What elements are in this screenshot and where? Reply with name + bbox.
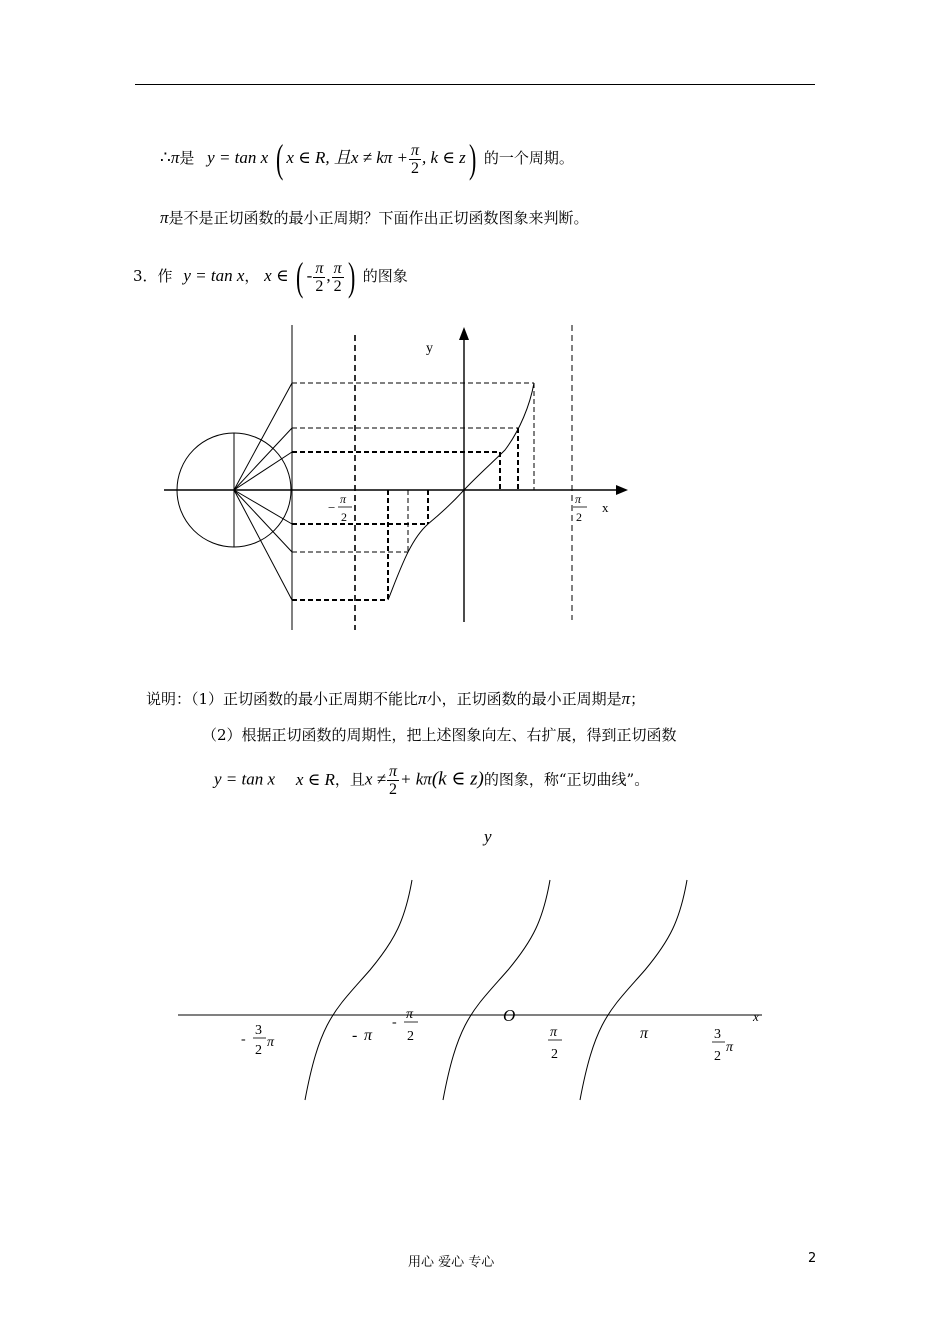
separator: ,	[326, 266, 331, 285]
domain-in: x ∈	[264, 266, 289, 285]
svg-text:π: π	[550, 1025, 558, 1040]
cond-x-neq: x ≠	[364, 769, 386, 789]
tan-curve-branch-3	[580, 880, 687, 1100]
cond-k-in-z: (k ∈ z)	[431, 768, 484, 790]
cond-k-pi: + kπ	[400, 769, 432, 789]
note-line-2	[202, 725, 677, 745]
text-and: ，且	[334, 770, 365, 789]
figure-tangent-curves	[170, 820, 770, 1110]
svg-text:2: 2	[255, 1043, 262, 1058]
tick-neg-pi	[352, 1027, 373, 1044]
fraction-pi-over-2	[332, 260, 344, 295]
svg-text:2: 2	[407, 1029, 414, 1044]
text-is: 是	[179, 149, 195, 167]
line-period-statement	[160, 136, 574, 181]
pi-symbol: π	[621, 689, 631, 708]
tick-pi-over-2	[548, 1025, 562, 1062]
figure-unit-circle-tan	[160, 320, 640, 640]
tick-neg-3-2-pi	[241, 1023, 275, 1058]
svg-text:-: -	[241, 1032, 246, 1047]
x-axis-label: x	[602, 500, 609, 515]
svg-text:π: π	[364, 1027, 373, 1044]
svg-text:3: 3	[255, 1023, 262, 1038]
pi-symbol: π	[170, 148, 180, 167]
tan-function: y = tan x	[183, 266, 245, 285]
paren-open: (	[275, 136, 284, 181]
svg-text:π: π	[406, 1007, 414, 1022]
header-rule	[135, 84, 815, 85]
note3-suffix: 的图象，称“正切曲线”。	[483, 770, 650, 789]
tan-curve-branch-2	[443, 880, 550, 1100]
svg-text:2: 2	[714, 1049, 721, 1064]
projection-lines-top	[292, 383, 534, 490]
domain: x ∈ R	[295, 769, 335, 789]
x-axis-arrow	[616, 485, 628, 495]
frac-den: 2	[315, 277, 324, 295]
svg-text:2: 2	[551, 1047, 558, 1062]
svg-text:2: 2	[341, 510, 347, 524]
question-text: 是不是正切函数的最小正周期？下面作出正切函数图象来判断。	[168, 209, 589, 227]
domain-condition-k: , k ∈ z	[422, 148, 466, 167]
svg-text:π: π	[267, 1035, 275, 1050]
text-period-suffix: 的一个周期。	[483, 149, 574, 167]
note-line-3	[214, 763, 649, 798]
origin-label: O	[503, 1006, 516, 1025]
fraction-pi-over-2	[387, 763, 399, 798]
note1-prefix: 说明：（1）正切函数的最小正周期不能比	[146, 690, 419, 708]
frac-num: π	[411, 141, 420, 159]
svg-text:-: -	[352, 1027, 358, 1044]
svg-text:π: π	[340, 492, 347, 506]
frac-den: 2	[389, 781, 397, 798]
frac-num: π	[389, 763, 398, 780]
line-question	[160, 208, 589, 228]
svg-text:π: π	[726, 1040, 734, 1055]
tick-pi-over-2	[573, 492, 587, 524]
step-number: 3．作	[133, 267, 173, 285]
pi-symbol: π	[418, 689, 427, 708]
paren-close: )	[468, 136, 477, 181]
tick-pi	[640, 1025, 649, 1042]
note1-end: ；	[630, 690, 646, 708]
svg-text:−: −	[328, 500, 336, 515]
svg-text:-: -	[392, 1015, 397, 1030]
svg-text:3: 3	[714, 1027, 721, 1042]
comma: ，	[244, 267, 260, 285]
svg-text:π: π	[575, 492, 582, 506]
tick-neg-pi-over-2	[392, 1007, 418, 1044]
line-step3	[133, 254, 408, 299]
tick-3-2-pi	[712, 1027, 734, 1064]
frac-num: π	[333, 259, 342, 277]
note2-text: （2）根据正切函数的周期性，把上述图象向左、右扩展，得到正切函数	[202, 726, 677, 744]
paren-open: (	[296, 254, 304, 299]
y-axis-label: y	[426, 341, 433, 356]
x-axis-label: x	[753, 1009, 759, 1024]
tan-curve	[388, 383, 534, 600]
tan-function: y = tan x	[207, 148, 269, 167]
angle-rays	[234, 383, 292, 600]
footer-motto: 用心 爱心 专心	[408, 1255, 495, 1270]
text-graph-suffix: 的图象	[362, 267, 408, 285]
therefore-symbol: ∴	[160, 148, 171, 167]
note-line-1	[146, 689, 645, 709]
svg-text:2: 2	[576, 510, 582, 524]
frac-den: 2	[333, 277, 342, 295]
page-number: 2	[808, 1251, 817, 1266]
domain-condition: x ∈ R, 且x ≠ kπ +	[286, 148, 408, 167]
frac-num: π	[315, 259, 324, 277]
fraction-neg-pi-over-2	[313, 260, 325, 295]
tan-curve-branch-1	[305, 880, 412, 1100]
paren-close: )	[347, 254, 355, 299]
frac-den: 2	[411, 159, 419, 177]
minus-sign: -	[306, 266, 313, 285]
pi-symbol: π	[160, 208, 169, 227]
tick-neg-pi-over-2	[328, 492, 352, 524]
y-axis-arrow	[459, 327, 469, 340]
fraction-pi-over-2	[409, 142, 421, 177]
y-axis-label: y	[484, 827, 492, 846]
projection-lines-bottom	[292, 490, 428, 600]
note1-mid: 小，正切函数的最小正周期是	[426, 690, 622, 708]
svg-text:π: π	[640, 1025, 649, 1042]
tan-function: y = tan x	[214, 769, 276, 789]
